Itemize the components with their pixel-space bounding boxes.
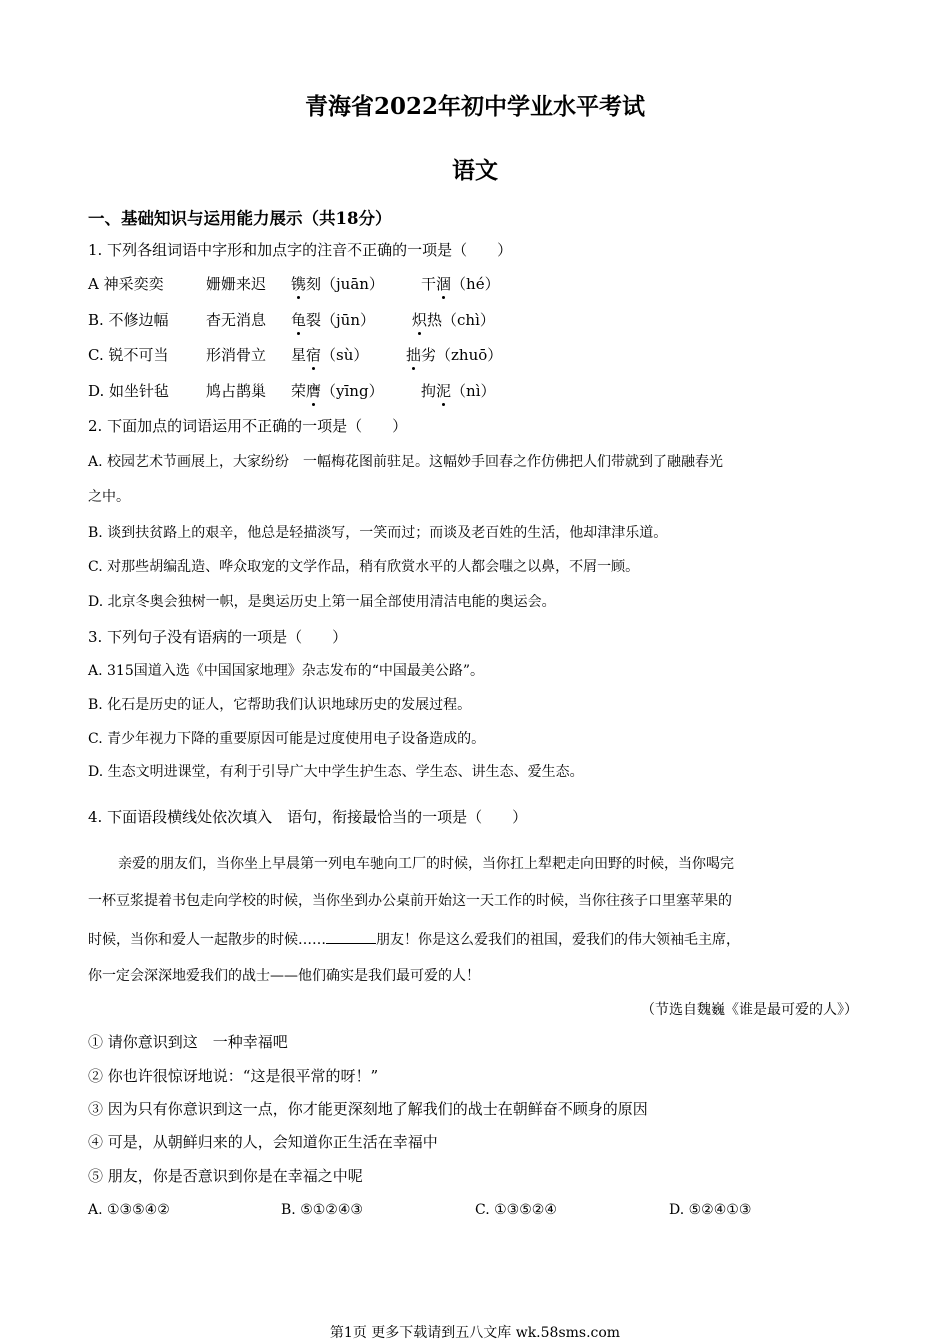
page-title: 青海省2022年初中学业水平考试 bbox=[304, 93, 645, 120]
q4-choice-a: A. ①③⑤④② bbox=[88, 1202, 170, 1218]
q1-stem: 1. 下列各组词语中字形和加点字的注音不正确的一项是（ ） bbox=[88, 241, 513, 259]
section-heading: 一、基础知识与运用能力展示（共18分） bbox=[88, 209, 392, 228]
q4-choice-b: B. ⑤①②④③ bbox=[281, 1202, 363, 1218]
q4-item: ③ 因为只有你意识到这一点，你才能更深刻地了解我们的战士在朝鲜奋不顾身的原因 bbox=[88, 1100, 648, 1118]
q4-item: ① 请你意识到这 一种幸福吧 bbox=[88, 1033, 288, 1051]
q2-stem: 2. 下面加点的词语运用不正确的一项是（ ） bbox=[88, 417, 408, 435]
q2-option-a-cont: 之中。 bbox=[88, 489, 130, 505]
q4-item: ⑤ 朋友，你是否意识到你是在幸福之中呢 bbox=[88, 1167, 363, 1185]
page-subtitle: 语文 bbox=[452, 157, 498, 184]
q4-item: ② 你也许很惊讶地说：“这是很平常的呀！” bbox=[88, 1067, 379, 1085]
q4-source: （节选自魏巍《谁是最可爱的人》） bbox=[641, 1002, 858, 1018]
q4-passage-line: 一杯豆浆提着书包走向学校的时候，当你坐到办公桌前开始这一天工作的时候，当你往孩子口里塞苹果的 bbox=[88, 893, 732, 909]
q2-option-c: C. 对那些胡编乱造、哗众取宠的文学作品，稍有欣赏水平的人都会嗤之以鼻，不屑一顾。 bbox=[88, 559, 640, 575]
q2-option-b: B. 谈到扶贫路上的艰辛，他总是轻描淡写，一笑而过；而谈及老百姓的生活，他却津津乐道。 bbox=[88, 525, 668, 541]
q2-option-d: D. 北京冬奥会独树一帜，是奥运历史上第一届全部使用清洁电能的奥运会。 bbox=[88, 594, 556, 610]
answer-blank bbox=[326, 929, 376, 944]
q4-stem: 4. 下面语段横线处依次填入 语句，衔接最恰当的一项是（ ） bbox=[88, 808, 528, 826]
q4-passage-line: 亲爱的朋友们，当你坐上早晨第一列电车驰向工厂的时候，当你扛上犁耙走向田野的时候，当你喝完 bbox=[118, 856, 734, 872]
q3-option-a: A. 315国道入选《中国国家地理》杂志发布的“中国最美公路”。 bbox=[88, 663, 485, 679]
q3-option-c: C. 青少年视力下降的重要原因可能是过度使用电子设备造成的。 bbox=[88, 731, 486, 747]
page-footer: 第1页 更多下载请到五八文库 wk.58sms.com bbox=[329, 1325, 621, 1341]
q4-item: ④ 可是，从朝鲜归来的人，会知道你正生活在幸福中 bbox=[88, 1133, 438, 1151]
q4-choice-d: D. ⑤②④①③ bbox=[669, 1202, 752, 1218]
dotted-idiom: 妙手回春 bbox=[457, 454, 514, 470]
q4-passage-line: 你一定会深深地爱我们的战士——他们确实是我们最可爱的人！ bbox=[88, 968, 480, 984]
q4-passage-line: 时候，当你和爱人一起散步的时候…… 朋友！你是这么爱我们的祖国，爱我们的伟大领袖毛主席， bbox=[88, 929, 740, 950]
q3-option-b: B. 化石是历史的证人，它帮助我们认识地球历史的发展过程。 bbox=[88, 697, 472, 713]
q3-stem: 3. 下列句子没有语病的一项是（ ） bbox=[88, 628, 348, 646]
q2-option-a: A. 校园艺术节画展上，大家纷纷 一幅梅花图前驻足。这幅妙手回春之作仿佛把人们带就到了融融春光 bbox=[88, 454, 724, 470]
q3-option-d: D. 生态文明进课堂，有利于引导广大中学生护生态、学生态、讲生态、爱生态。 bbox=[88, 764, 584, 780]
q4-choice-c: C. ①③⑤②④ bbox=[475, 1202, 557, 1218]
